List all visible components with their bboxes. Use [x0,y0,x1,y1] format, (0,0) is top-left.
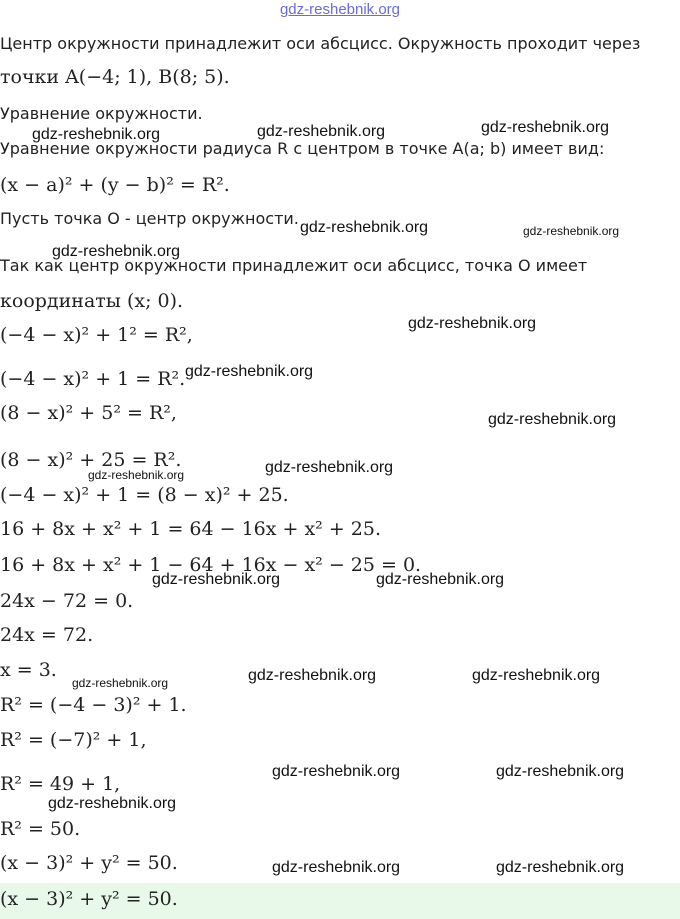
watermark: gdz-reshebnik.org [496,763,625,780]
solution-line: Пусть точка O - центр окружности. [0,209,299,228]
watermark: gdz-reshebnik.org [481,119,610,136]
watermark: gdz-reshebnik.org [185,363,314,380]
watermark: gdz-reshebnik.org [72,676,169,690]
solution-line: (8 − x)² + 5² = R², [0,402,177,424]
answer-line: (x − 3)² + y² = 50. [0,888,178,910]
watermark: gdz-reshebnik.org [488,411,617,428]
solution-line: Центр окружности принадлежит оси абсцисс. Окружность проходит через [0,34,641,53]
solution-line: R² = 49 + 1, [0,773,121,795]
solution-line: 24x = 72. [0,624,94,646]
watermark: gdz-reshebnik.org [300,219,429,236]
solution-line: 16 + 8x + x² + 1 = 64 − 16x + x² + 25. [0,518,382,540]
solution-line: координаты (x; 0). [0,290,184,312]
watermark: gdz-reshebnik.org [496,859,625,876]
watermark: gdz-reshebnik.org [48,795,177,812]
watermark: gdz-reshebnik.org [88,468,185,482]
solution-line: R² = 50. [0,818,81,840]
solution-line: 16 + 8x + x² + 1 − 64 + 16x − x² − 25 = 0. [0,554,422,576]
solution-line: 24x − 72 = 0. [0,590,134,612]
solution-line: Уравнение окружности. [0,104,203,123]
solution-line: (−4 − x)² + 1 = R². [0,368,186,390]
watermark: gdz-reshebnik.org [408,315,537,332]
watermark: gdz-reshebnik.org [265,459,394,476]
header-watermark-link[interactable]: gdz-reshebnik.org [279,1,401,18]
watermark: gdz-reshebnik.org [257,123,386,140]
solution-line: точки A(−4; 1), B(8; 5). [0,66,230,88]
solution-line: (−4 − x)² + 1 = (8 − x)² + 25. [0,484,289,506]
watermark: gdz-reshebnik.org [272,763,401,780]
watermark: gdz-reshebnik.org [376,571,505,588]
watermark: gdz-reshebnik.org [523,224,620,238]
solution-line: x = 3. [0,659,57,681]
solution-line: (−4 − x)² + 1² = R², [0,324,193,346]
watermark: gdz-reshebnik.org [272,859,401,876]
solution-line: Так как центр окружности принадлежит оси абсцисс, точка O имеет [0,256,588,275]
watermark: gdz-reshebnik.org [32,126,161,143]
solution-line: R² = (−7)² + 1, [0,729,147,751]
watermark: gdz-reshebnik.org [152,571,281,588]
solution-line: (x − a)² + (y − b)² = R². [0,174,230,196]
solution-line: (x − 3)² + y² = 50. [0,852,178,874]
watermark: gdz-reshebnik.org [52,243,181,260]
watermark: gdz-reshebnik.org [248,667,377,684]
solution-line: Уравнение окружности радиуса R с центром в точке A(a; b) имеет вид: [0,139,605,158]
solution-line: R² = (−4 − 3)² + 1. [0,694,187,716]
solution-line: (8 − x)² + 25 = R². [0,449,182,471]
watermark: gdz-reshebnik.org [472,667,601,684]
